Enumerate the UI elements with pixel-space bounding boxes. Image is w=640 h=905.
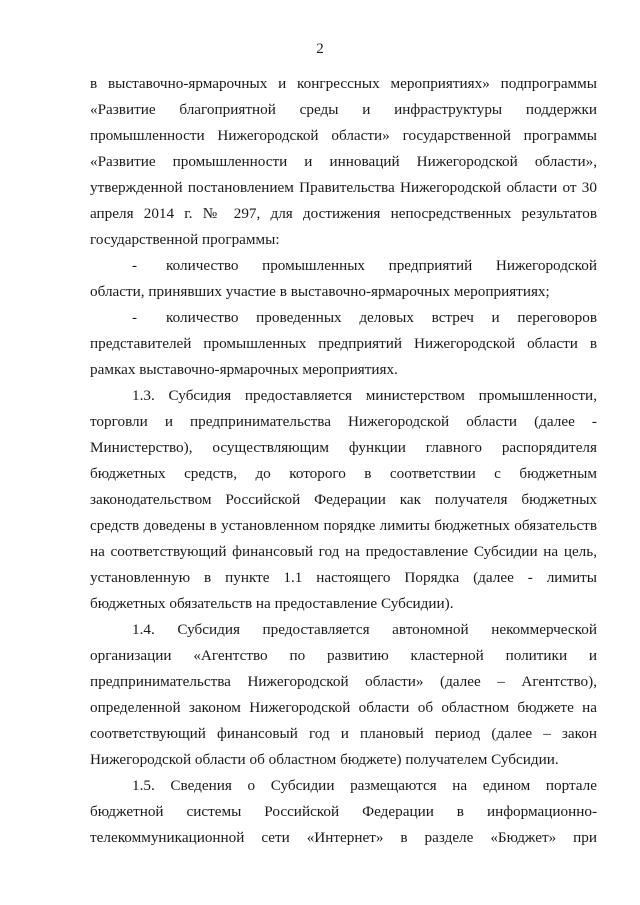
text-line: в выставочно-ярмарочных и конгрессных мероприятиях» подпрограммы xyxy=(90,75,597,92)
text-line: установленную в пункте 1.1 настоящего Порядка (далее - лимиты xyxy=(90,569,597,586)
text-line: утвержденной постановлением Правительства Нижегородской области от 30 xyxy=(90,179,597,196)
text-line: бюджетных средств, до которого в соответствии с бюджетным xyxy=(90,465,597,482)
text-line: телекоммуникационной сети «Интернет» в разделе «Бюджет» при xyxy=(90,829,597,846)
text-line: промышленности Нижегородской области» государственной программы xyxy=(90,127,597,144)
text-line: Министерство), осуществляющим функции главного распорядителя xyxy=(90,439,597,456)
bullet-line xyxy=(90,305,597,331)
paragraph-1-5-first-line: 1.5. Сведения о Субсидии размещаются на едином портале xyxy=(132,777,597,794)
text-line: государственной программы: xyxy=(90,231,280,248)
text-line: Нижегородской области об областном бюджете) получателем Субсидии. xyxy=(90,751,559,768)
text-line: торговли и предпринимательства Нижегородской области (далее - xyxy=(90,413,597,430)
paragraph-1-3-first-line: 1.3. Субсидия предоставляется министерством промышленности, xyxy=(132,387,597,404)
text-line: области, принявших участие в выставочно-ярмарочных мероприятиях; xyxy=(90,283,550,300)
text-line: соответствующий финансовый год и плановый период (далее – закон xyxy=(90,725,597,742)
text-line: «Развитие промышленности и инноваций Нижегородской области», xyxy=(90,153,597,170)
document-body xyxy=(90,71,597,851)
text-line: средств доведены в установленном порядке лимиты бюджетных обязательств xyxy=(90,517,597,534)
bullet-text: количество промышленных предприятий Нижегородской xyxy=(166,257,597,274)
bullet-mark: - xyxy=(132,309,138,326)
text-line: рамках выставочно-ярмарочных мероприятиях. xyxy=(90,361,398,378)
text-line: бюджетной системы Российской Федерации в информационно- xyxy=(90,803,597,820)
bullet-line xyxy=(90,253,597,279)
text-line: «Развитие благоприятной среды и инфраструктуры поддержки xyxy=(90,101,597,118)
page-number: 2 xyxy=(316,41,324,57)
text-line: бюджетных обязательств на предоставление Субсидии). xyxy=(90,595,454,612)
text-line: определенной законом Нижегородской области об областном бюджете на xyxy=(90,699,597,716)
text-line: предпринимательства Нижегородской области» (далее – Агентство), xyxy=(90,673,597,690)
text-line: апреля 2014 г. № 297, для достижения непосредственных результатов xyxy=(90,205,597,222)
bullet-mark: - xyxy=(132,257,138,274)
text-line: организации «Агентство по развитию кластерной политики и xyxy=(90,647,597,664)
bullet-text: количество проведенных деловых встреч и переговоров xyxy=(166,309,597,326)
text-line: представителей промышленных предприятий Нижегородской области в xyxy=(90,335,597,352)
text-line: законодательством Российской Федерации как получателя бюджетных xyxy=(90,491,597,508)
text-line: на соответствующий финансовый год на предоставление Субсидии на цель, xyxy=(90,543,597,560)
paragraph-1-4-first-line: 1.4. Субсидия предоставляется автономной некоммерческой xyxy=(132,621,597,638)
